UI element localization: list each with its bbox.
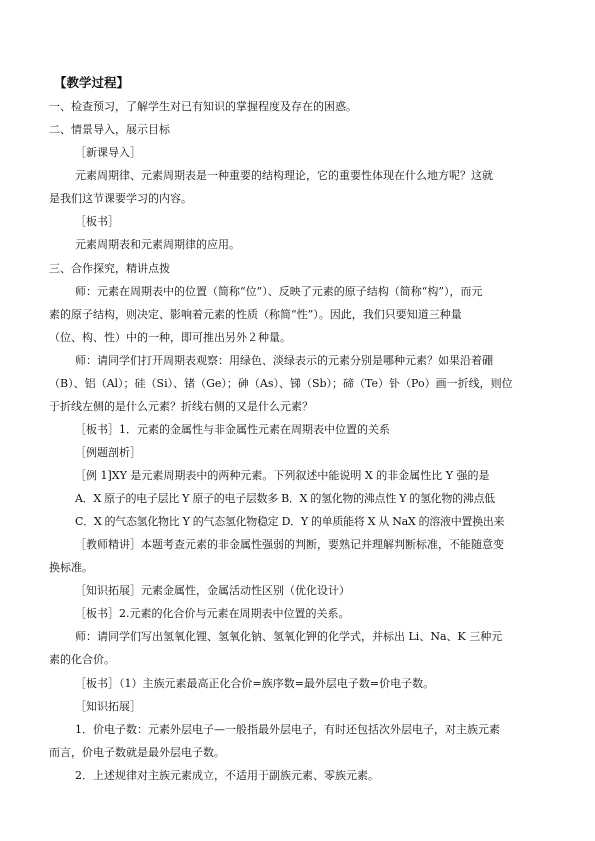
option-line: C．X 的气态氢化物比 Y 的气态氢化物稳定 D．Y 的单质能将 X 从 NaX 的溶液中置换出来	[75, 515, 505, 528]
paragraph-line: 师：请同学们打开周期表观察：用绿色、淡绿表示的元素分别是哪种元素？如果沿着硼	[75, 354, 493, 367]
section-title: 【教学过程】	[54, 75, 130, 90]
paragraph-line: ［知识拓展］元素金属性，金属活动性区别（优化设计）	[75, 584, 350, 597]
paragraph-line: 三、合作探究，精讲点拨	[49, 262, 170, 275]
paragraph-line: 师：请同学们写出氢氧化锂、氢氧化钠、氢氧化钾的化学式，并标出 Li、Na、K 三种元	[75, 630, 503, 643]
paragraph-line: 师：元素在周期表中的位置（简称“位”）、反映了元素的原子结构（简称“构”），而元	[75, 285, 483, 298]
paragraph-line: ［板书］1．元素的金属性与非金属性元素在周期表中位置的关系	[75, 423, 390, 436]
paragraph-line: ［板书］（1）主族元素最高正化合价=族序数=最外层电子数=价电子数。	[75, 677, 435, 690]
paragraph-line: 元素周期律、元素周期表是一种重要的结构理论，它的重要性体现在什么地方呢？这就	[75, 169, 493, 182]
paragraph-line: 而言，价电子数就是最外层电子数。	[49, 746, 225, 759]
paragraph-line: 二、情景导入，展示目标	[49, 123, 170, 136]
paragraph-line: 是我们这节课要学习的内容。	[49, 192, 192, 205]
option-line: A．X 原子的电子层比 Y 原子的电子层数多 B．X 的氢化物的沸点性 Y 的氢化物的沸点低	[75, 492, 495, 505]
paragraph-line: 于折线左侧的是什么元素？折线右侧的又是什么元素？	[49, 400, 313, 413]
paragraph-line: 一、检查预习，了解学生对已有知识的掌握程度及存在的困惑。	[49, 100, 357, 113]
paragraph-line: （B）、铝（Al）；硅（Si）、锗（Ge）；砷（As）、锑（Sb）；碲（Te）钋（Po）画一折线，则位	[49, 377, 513, 390]
paragraph-line: 2．上述规律对主族元素成立，不适用于副族元素、零族元素。	[75, 769, 379, 782]
paragraph-line: （位、构、性）中的一种，即可推出另外２种量。	[49, 331, 291, 344]
paragraph-line: 素的原子结构，则决定、影响着元素的性质（称简“性”）。因此，我们只要知道三种量	[49, 308, 462, 321]
paragraph-line: 换标准。	[49, 561, 93, 574]
example-question: ［例 1]XY 是元素周期表中的两种元素。下列叙述中能说明 X 的非金属性比 Y 强的是	[75, 469, 490, 482]
section-label: ［知识拓展］	[75, 700, 141, 713]
section-label: ［例题剖析］	[75, 446, 141, 459]
paragraph-line: 1．价电子数：元素外层电子—一般指最外层电子，有时还包括次外层电子，对主族元素	[75, 723, 500, 736]
paragraph-line: ［教师精讲］本题考查元素的非金属性强弱的判断，要熟记并理解判断标准，不能随意变	[75, 538, 504, 551]
paragraph-line: ［板书］2.元素的化合价与元素在周期表中位置的关系。	[75, 607, 350, 620]
section-label: ［板书］	[75, 215, 119, 228]
paragraph-line: 素的化合价。	[49, 653, 115, 666]
section-label: ［新课导入］	[75, 146, 141, 159]
paragraph-line: 元素周期表和元素周期律的应用。	[75, 238, 240, 251]
